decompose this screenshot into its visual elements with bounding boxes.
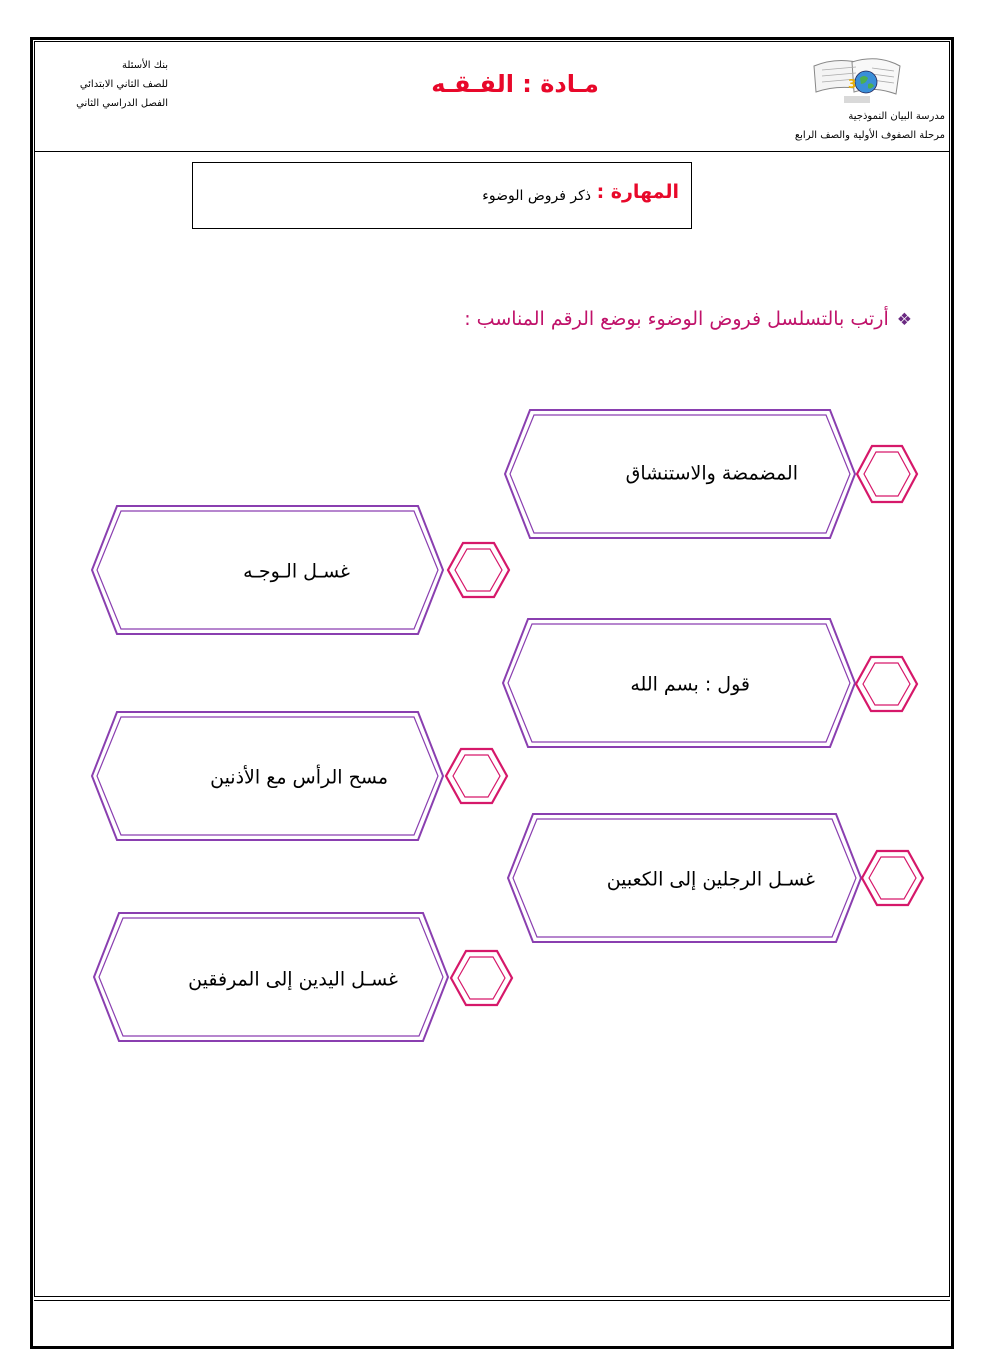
instruction-text: أرتب بالتسلسل فروض الوضوء بوضع الرقم المناسب : [464,308,889,330]
answer-box-5[interactable] [862,851,923,905]
item-card-4 [92,712,443,840]
item-text-1: المضمضة والاستنشاق [625,462,798,485]
grade-line: للصف الثاني الابتدائي [79,79,168,90]
item-card-6 [94,913,448,1041]
item-text-4: مسح الرأس مع الأذنين [210,766,388,789]
answer-box-3[interactable] [856,657,917,711]
skill-label: المهارة : [596,181,679,203]
subject-title: مـادة : الفـقـه [431,70,599,98]
item-card-1 [505,410,855,538]
item-text-2: غسـل الـوجـه [243,560,350,583]
semester-line: الفصل الدراسي الثاني [76,98,168,109]
item-card-2 [92,506,443,634]
question-bank-line: بنك الأسئلة [122,60,168,71]
item-text-5: غسـل الرجلين إلى الكعبين [606,868,815,891]
answer-box-4[interactable] [446,749,507,803]
answer-box-1[interactable] [857,446,917,502]
item-card-5 [508,814,861,942]
school-stage: مرحلة الصفوف الأولية والصف الرابع [794,130,945,141]
answer-box-2[interactable] [448,543,509,597]
svg-text:3: 3 [848,77,857,91]
item-card-3 [503,619,855,747]
answer-box-6[interactable] [451,951,512,1005]
item-text-6: غسـل اليدين إلى المرفقين [188,968,398,991]
item-text-3: قول : بسم الله [630,673,750,696]
skill-value: ذكر فروض الوضوء [482,188,591,204]
school-name: مدرسة البيان النموذجية [848,111,945,122]
diamond-bullet-icon: ❖ [896,310,912,330]
